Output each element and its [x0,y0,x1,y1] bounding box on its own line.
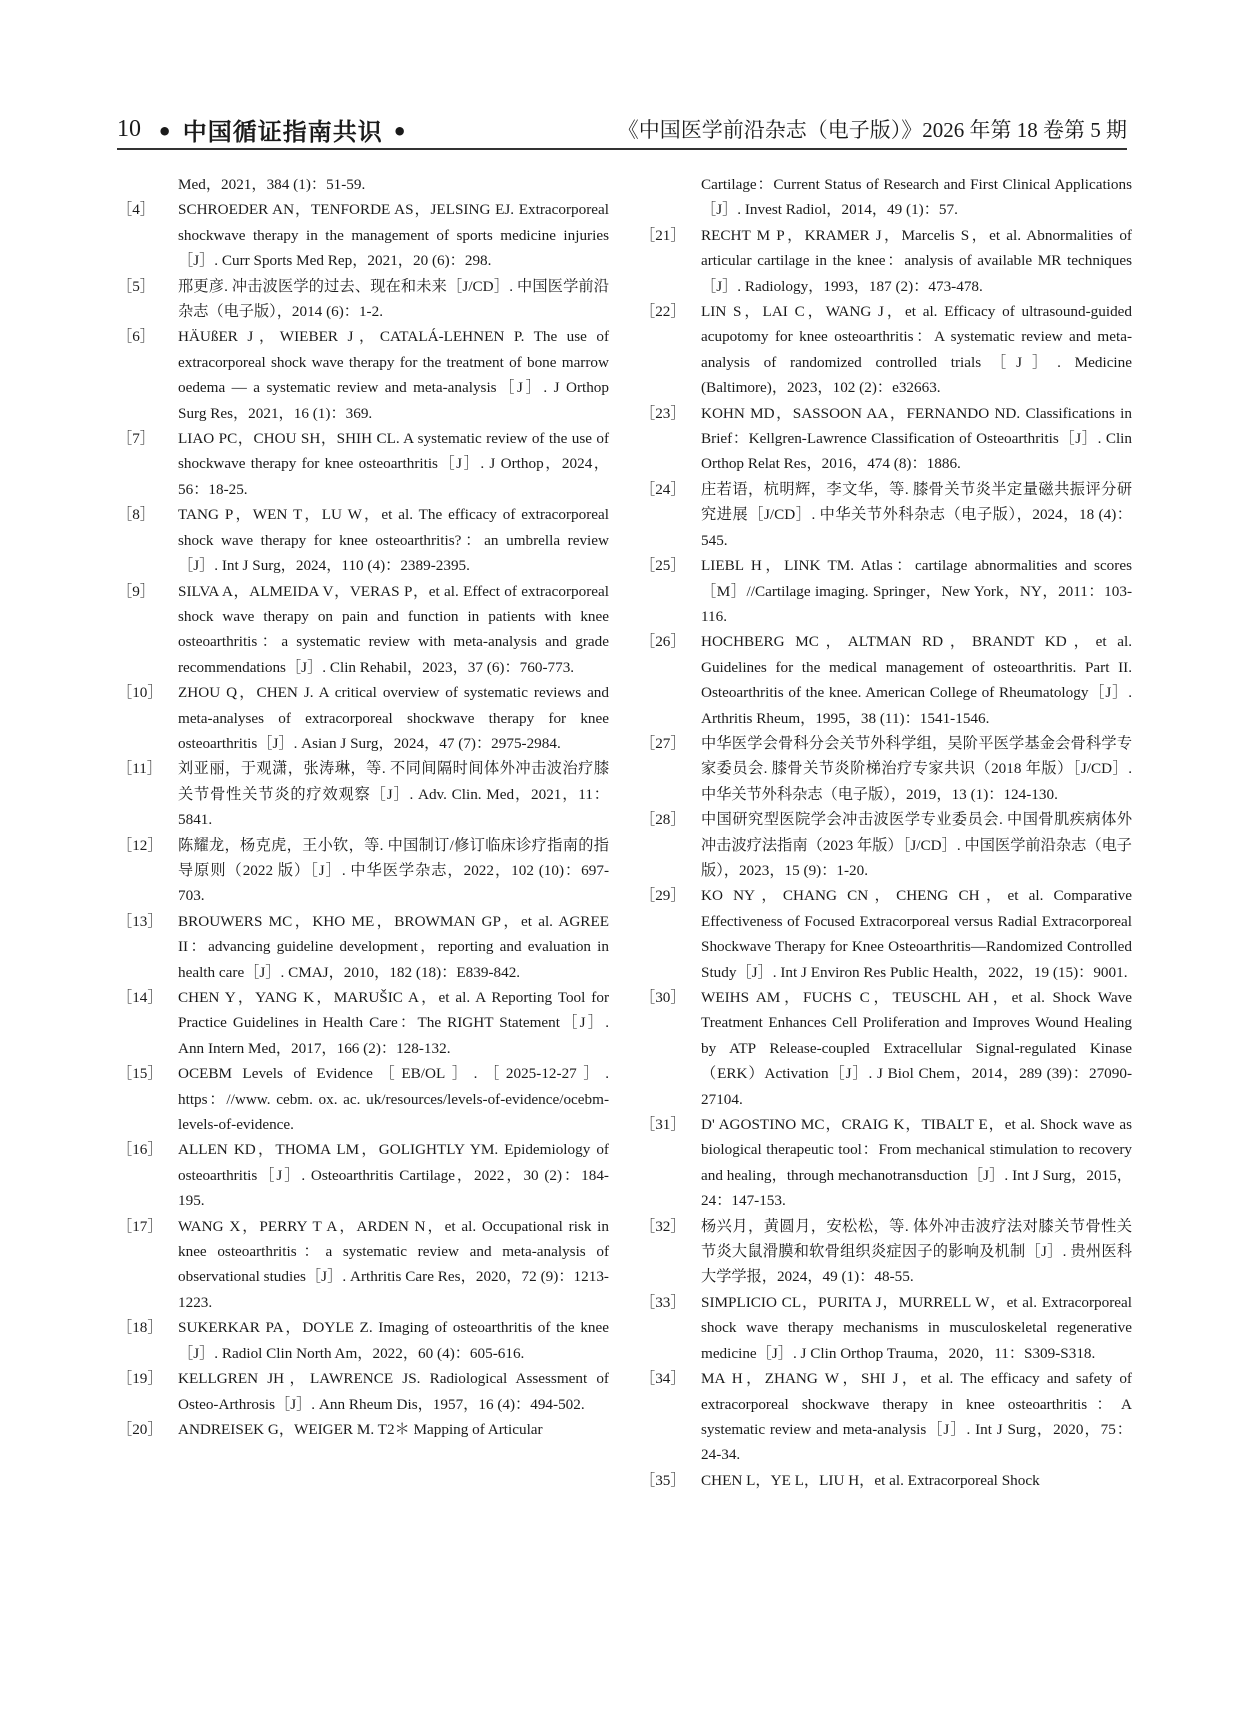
reference-text: Cartilage：Current Status of Research and First Clinical Applications［J］. Invest Radiol，2014，49 (1)：57. [701,176,1132,219]
reference-number: ［28］ [640,811,686,829]
reference-number: ［13］ [117,912,163,930]
reference-text: 中华医学会骨科分会关节外科学组，吴阶平医学基金会骨科学专家委员会. 膝骨关节炎阶梯治疗专家共识（2018 年版）［J/CD］. 中华关节外科杂志（电子版），2019，13 (1)：124-130. [701,734,1132,803]
reference-number: ［35］ [640,1471,686,1489]
reference-number: ［24］ [640,480,686,498]
reference-item [117,197,609,273]
reference-item [117,909,609,985]
reference-text: HOCHBERG MC，ALTMAN RD，BRANDT KD，et al. Guidelines for the medical management of osteoarthritis. Part II. Osteoarthritis of the knee. American College of Rheumatology［J］. Arthritis Rheum，1995，38 (11)：1541-1546. [701,633,1132,727]
reference-number: ［18］ [117,1319,163,1337]
reference-number: ［20］ [117,1420,163,1438]
reference-text: 杨兴月，黄圆月，安松松，等. 体外冲击波疗法对膝关节骨性关节炎大鼠滑膜和软骨组织炎症因子的影响及机制［J］. 贵州医科大学学报，2024，49 (1)：48-55. [701,1217,1132,1286]
reference-text: D' AGOSTINO MC，CRAIG K，TIBALT E，et al. Shock wave as biological therapeutic tool：From mechanical stimulation to recovery and healing，through mechanotransduction［J］. Int J Surg，2015，24：147-153. [701,1116,1132,1210]
reference-text: LIN S，LAI C，WANG J，et al. Efficacy of ultrasound-guided acupotomy for knee osteoarthritis：A systematic review and meta-analysis of randomized controlled trials［J］. Medicine (Baltimore)，2023，102 (2)：e32663. [701,303,1132,397]
reference-number: ［12］ [117,836,163,854]
reference-number: ［15］ [117,1065,163,1083]
reference-text: KELLGREN JH，LAWRENCE JS. Radiological Assessment of Osteo-Arthrosis［J］. Ann Rheum Dis，1957，16 (4)：494-502. [178,1370,609,1413]
reference-text: 庄若语，杭明辉，李文华，等. 膝骨关节炎半定量磁共振评分研究进展［J/CD］. 中华关节外科杂志（电子版），2024，18 (4)：545. [701,480,1132,549]
reference-text: KO NY，CHANG CN，CHENG CH，et al. Comparative Effectiveness of Focused Extracorporeal versus Radial Extracorporeal Shockwave Therapy for Knee Osteoarthritis—Randomized Controlled Study［J］. Int J Environ Res Public Health，2022，19 (15)：9001. [701,887,1132,981]
references-left-column [117,172,609,1442]
reference-number: ［32］ [640,1217,686,1235]
reference-item [117,579,609,681]
reference-item [117,1137,609,1213]
reference-text: SCHROEDER AN，TENFORDE AS，JELSING EJ. Extracorporeal shockwave therapy in the management of sports medicine injuries ［J］. Curr Sports Med Rep，2021，20 (6)：298. [178,201,609,270]
reference-number: ［25］ [640,557,686,575]
reference-text: 中国研究型医院学会冲击波医学专业委员会. 中国骨肌疾病体外冲击波疗法指南（2023 年版）［J/CD］. 中国医学前沿杂志（电子版），2023，15 (9)：1-20. [701,811,1132,879]
reference-text: 刘亚丽，于观潇，张涛琳，等. 不同间隔时间体外冲击波治疗膝关节骨性关节炎的疗效观察［J］. Adv. Clin. Med，2021，11：5841. [178,760,609,829]
reference-text: LIAO PC，CHOU SH，SHIH CL. A systematic review of the use of shockwave therapy for knee osteoarthritis［J］. J Orthop，2024，56：18-25. [178,430,609,498]
reference-item [640,299,1132,401]
reference-number: ［34］ [640,1370,686,1388]
reference-number: ［17］ [117,1217,163,1235]
reference-item [640,401,1132,477]
page-number: 10 [117,116,141,142]
reference-number: ［33］ [640,1293,686,1311]
reference-text: ANDREISEK G，WEIGER M. T2＊ Mapping of Articular [178,1420,543,1438]
reference-number: ［14］ [117,989,163,1006]
references-right-column [640,172,1132,1493]
reference-number: ［11］ [117,760,162,778]
reference-item [117,324,609,426]
reference-item [117,172,609,197]
reference-text: SUKERKAR PA，DOYLE Z. Imaging of osteoarthritis of the knee［J］. Radiol Clin North Am，2022，60 (4)：605-616. [178,1319,609,1362]
reference-item [640,477,1132,553]
reference-item [640,172,1132,223]
reference-number: ［21］ [640,226,686,244]
reference-item [640,985,1132,1112]
reference-number: ［8］ [117,506,155,524]
reference-text: ZHOU Q，CHEN J. A critical overview of systematic reviews and meta-analyses of extracorporeal shockwave therapy for knee osteoarthritis［J］. Asian J Surg，2024，47 (7)：2975-2984. [178,684,609,752]
reference-item [640,807,1132,883]
reference-item [640,1112,1132,1214]
reference-number: ［27］ [640,734,686,752]
reference-item [117,833,609,909]
reference-item [640,1468,1132,1493]
reference-number: ［19］ [117,1370,163,1388]
reference-item [640,553,1132,629]
reference-text: WANG X，PERRY T A，ARDEN N，et al. Occupational risk in knee osteoarthritis：a systematic review and meta-analysis of observational studies［J］. Arthritis Care Res，2020，72 (9)：1213-1223. [178,1217,609,1311]
reference-text: SIMPLICIO CL，PURITA J，MURRELL W，et al. Extracorporeal shock wave therapy mechanisms in musculoskeletal regenerative medicine［J］. J Clin Orthop Trauma，2020，11：S309-S318. [701,1293,1132,1362]
reference-text: BROUWERS MC，KHO ME，BROWMAN GP，et al. AGREE II：advancing guideline development，reporting and evaluation in health care［J］. CMAJ，2010，182 (18)：E839-842. [178,912,609,981]
reference-number: ［6］ [117,328,155,346]
reference-number: ［29］ [640,887,686,905]
reference-item [117,756,609,832]
reference-number: ［16］ [117,1141,163,1159]
reference-item [640,1214,1132,1290]
reference-item [640,223,1132,299]
reference-number: ［23］ [640,404,686,422]
reference-item [117,1417,609,1442]
reference-item [117,1061,609,1137]
reference-text: ALLEN KD，THOMA LM，GOLIGHTLY YM. Epidemiology of osteoarthritis［J］. Osteoarthritis Cartilage，2022，30 (2)：184-195. [178,1141,609,1210]
reference-item [117,985,609,1061]
reference-item [117,1366,609,1417]
reference-item [640,1366,1132,1468]
reference-number: ［31］ [640,1116,686,1134]
reference-item [640,1290,1132,1366]
reference-text: 邢更彦. 冲击波医学的过去、现在和未来［J/CD］. 中国医学前沿杂志（电子版），2014 (6)：1-2. [178,277,609,321]
reference-item [117,426,609,502]
reference-text: MA H，ZHANG W，SHI J，et al. The efficacy and safety of extracorporeal shockwave therapy in knee osteoarthritis：A systematic review and meta-analysis［J］. Int J Surg，2020，75：24-34. [701,1370,1132,1464]
reference-number: ［5］ [117,277,155,295]
reference-text: 陈耀龙，杨克虎，王小钦，等. 中国制订/修订临床诊疗指南的指导原则（2022 版）［J］. 中华医学杂志，2022，102 (10)：697-703. [178,836,609,905]
reference-text: CHEN Y，YANG K，MARUŠIC A，et al. A Reporting Tool for Practice Guidelines in Health Care：The RIGHT Statement［J］. Ann Intern Med，2017，166 (2)：128-132. [178,989,609,1057]
reference-number: ［30］ [640,989,686,1006]
reference-text: KOHN MD，SASSOON AA，FERNANDO ND. Classifications in Brief：Kellgren-Lawrence Classification of Osteoarthritis［J］. Clin Orthop Relat Res，2016，474 (8)：1886. [701,404,1132,473]
reference-text: LIEBL H，LINK TM. Atlas：cartilage abnormalities and scores［M］//Cartilage imaging. Springer，New York，NY，2011：103-116. [701,557,1132,625]
reference-text: TANG P，WEN T，LU W，et al. The efficacy of extracorporeal shock wave therapy for knee osteoarthritis?：an umbrella review［J］. Int J Surg，2024，110 (4)：2389-2395. [178,506,609,575]
reference-item [640,731,1132,807]
reference-item [117,1315,609,1366]
reference-number: ［26］ [640,633,686,651]
reference-text: WEIHS AM，FUCHS C，TEUSCHL AH，et al. Shock Wave Treatment Enhances Cell Proliferation and Improves Wound Healing by ATP Release-coupled Extracellular Signal-regulated Kinase（ERK）Activation［J］. J Biol Chem，2014，289 (39)：27090-27104. [701,989,1132,1108]
reference-number: ［4］ [117,201,155,219]
reference-item [640,629,1132,731]
reference-number: ［10］ [117,684,163,702]
header-divider [117,148,1127,150]
reference-text: SILVA A，ALMEIDA V，VERAS P，et al. Effect of extracorporeal shock wave therapy on pain and function in patients with knee osteoarthritis：a systematic review with meta-analysis and grade recommendations［J］. Clin Rehabil，2023，37 (6)：760-773. [178,582,609,676]
reference-text: Med，2021，384 (1)：51-59. [178,176,366,193]
section-title: • 中国循证指南共识 • [157,118,409,146]
reference-number: ［7］ [117,430,155,448]
reference-text: RECHT M P，KRAMER J，Marcelis S，et al. Abnormalities of articular cartilage in the knee：analysis of available MR techniques［J］. Radiology，1993，187 (2)：473-478. [701,226,1132,295]
reference-text: OCEBM Levels of Evidence［EB/OL］.［2025-12-27］. https：//www. cebm. ox. ac. uk/resources/levels-of-evidence/ocebm-levels-of-evidence. [178,1065,609,1134]
reference-item [640,883,1132,985]
journal-citation: 《中国医学前沿杂志（电子版）》2026 年第 18 卷第 5 期 [617,118,1127,142]
reference-text: CHEN L，YE L，LIU H，et al. Extracorporeal Shock [701,1471,1040,1489]
reference-item [117,1214,609,1316]
reference-text: HÄUßER J，WIEBER J，CATALÁ-LEHNEN P. The use of extracorporeal shock wave therapy for the treatment of bone marrow oedema — a systematic review and meta-analysis［J］. J Orthop Surg Res，2021，16 (1)：369. [178,328,609,422]
reference-item [117,680,609,756]
reference-item [117,502,609,578]
reference-number: ［22］ [640,303,686,321]
reference-number: ［9］ [117,582,155,600]
reference-item [117,274,609,325]
page-header [117,112,1127,148]
